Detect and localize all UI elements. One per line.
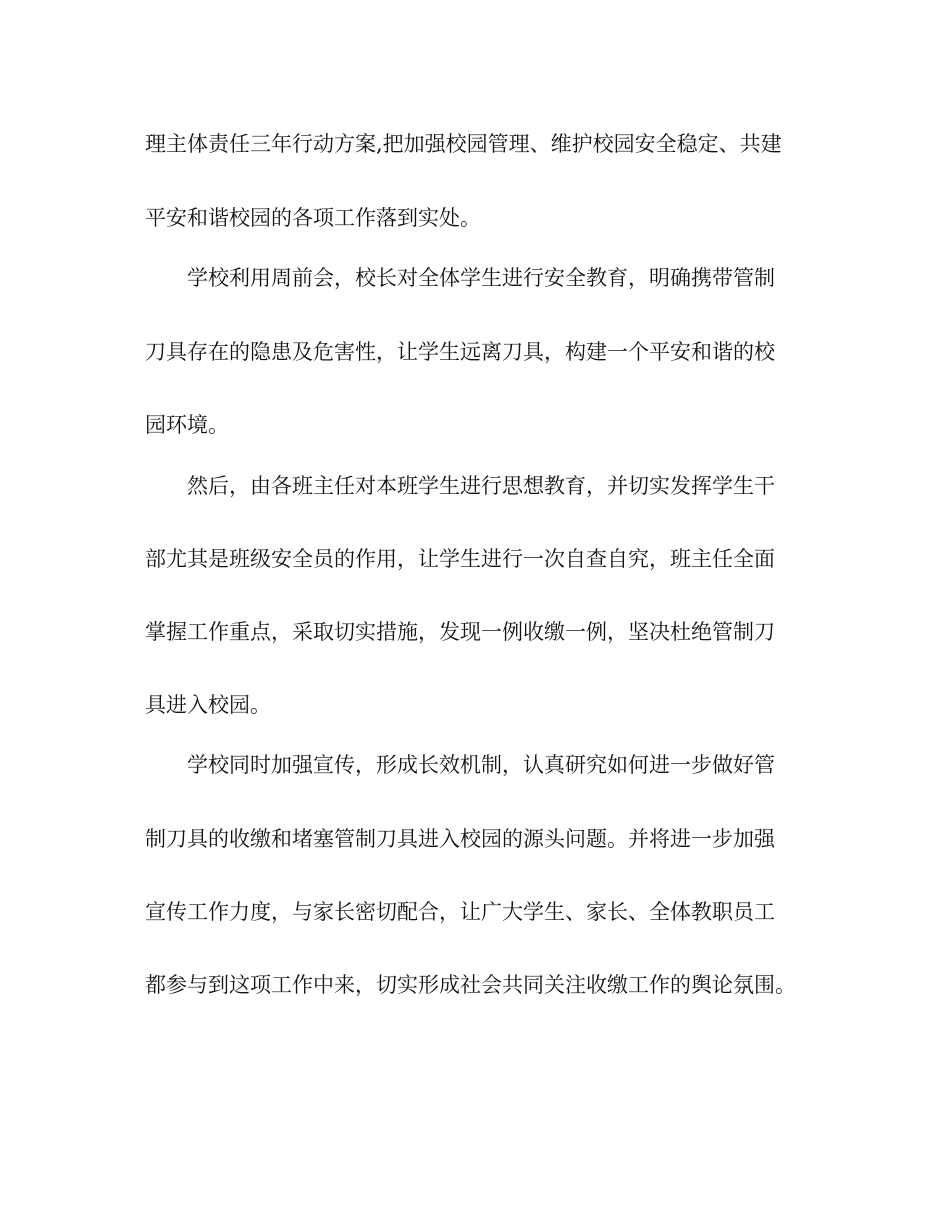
paragraph-4-line-1: 学校同时加强宣传，形成长效机制，认真研究如何进一步做好管 bbox=[187, 753, 775, 777]
paragraph-2-line-3: 园环境。 bbox=[145, 413, 229, 437]
paragraph-1-line-2: 平安和谐校园的各项工作落到实处。 bbox=[145, 206, 481, 230]
paragraph-3-line-3: 掌握工作重点，采取切实措施，发现一例收缴一例，坚决杜绝管制刀 bbox=[145, 620, 775, 644]
paragraph-3-line-2: 部尤其是班级安全员的作用，让学生进行一次自查自究，班主任全面 bbox=[145, 547, 775, 571]
paragraph-2-line-1: 学校利用周前会，校长对全体学生进行安全教育，明确携带管制 bbox=[187, 266, 775, 290]
paragraph-3-line-4: 具进入校园。 bbox=[145, 693, 271, 717]
paragraph-4-line-3: 宣传工作力度，与家长密切配合，让广大学生、家长、全体教职员工 bbox=[145, 900, 775, 924]
paragraph-4-line-2: 制刀具的收缴和堵塞管制刀具进入校园的源头问题。并将进一步加强 bbox=[145, 827, 775, 851]
paragraph-3-line-1: 然后，由各班主任对本班学生进行思想教育，并切实发挥学生干 bbox=[187, 474, 775, 498]
paragraph-1-line-1: 理主体责任三年行动方案,把加强校园管理、维护校园安全稳定、共建 bbox=[145, 132, 782, 156]
paragraph-4-line-4: 都参与到这项工作中来，切实形成社会共同关注收缴工作的舆论氛围。 bbox=[145, 973, 796, 997]
paragraph-2-line-2: 刀具存在的隐患及危害性，让学生远离刀具，构建一个平安和谐的校 bbox=[145, 340, 775, 364]
